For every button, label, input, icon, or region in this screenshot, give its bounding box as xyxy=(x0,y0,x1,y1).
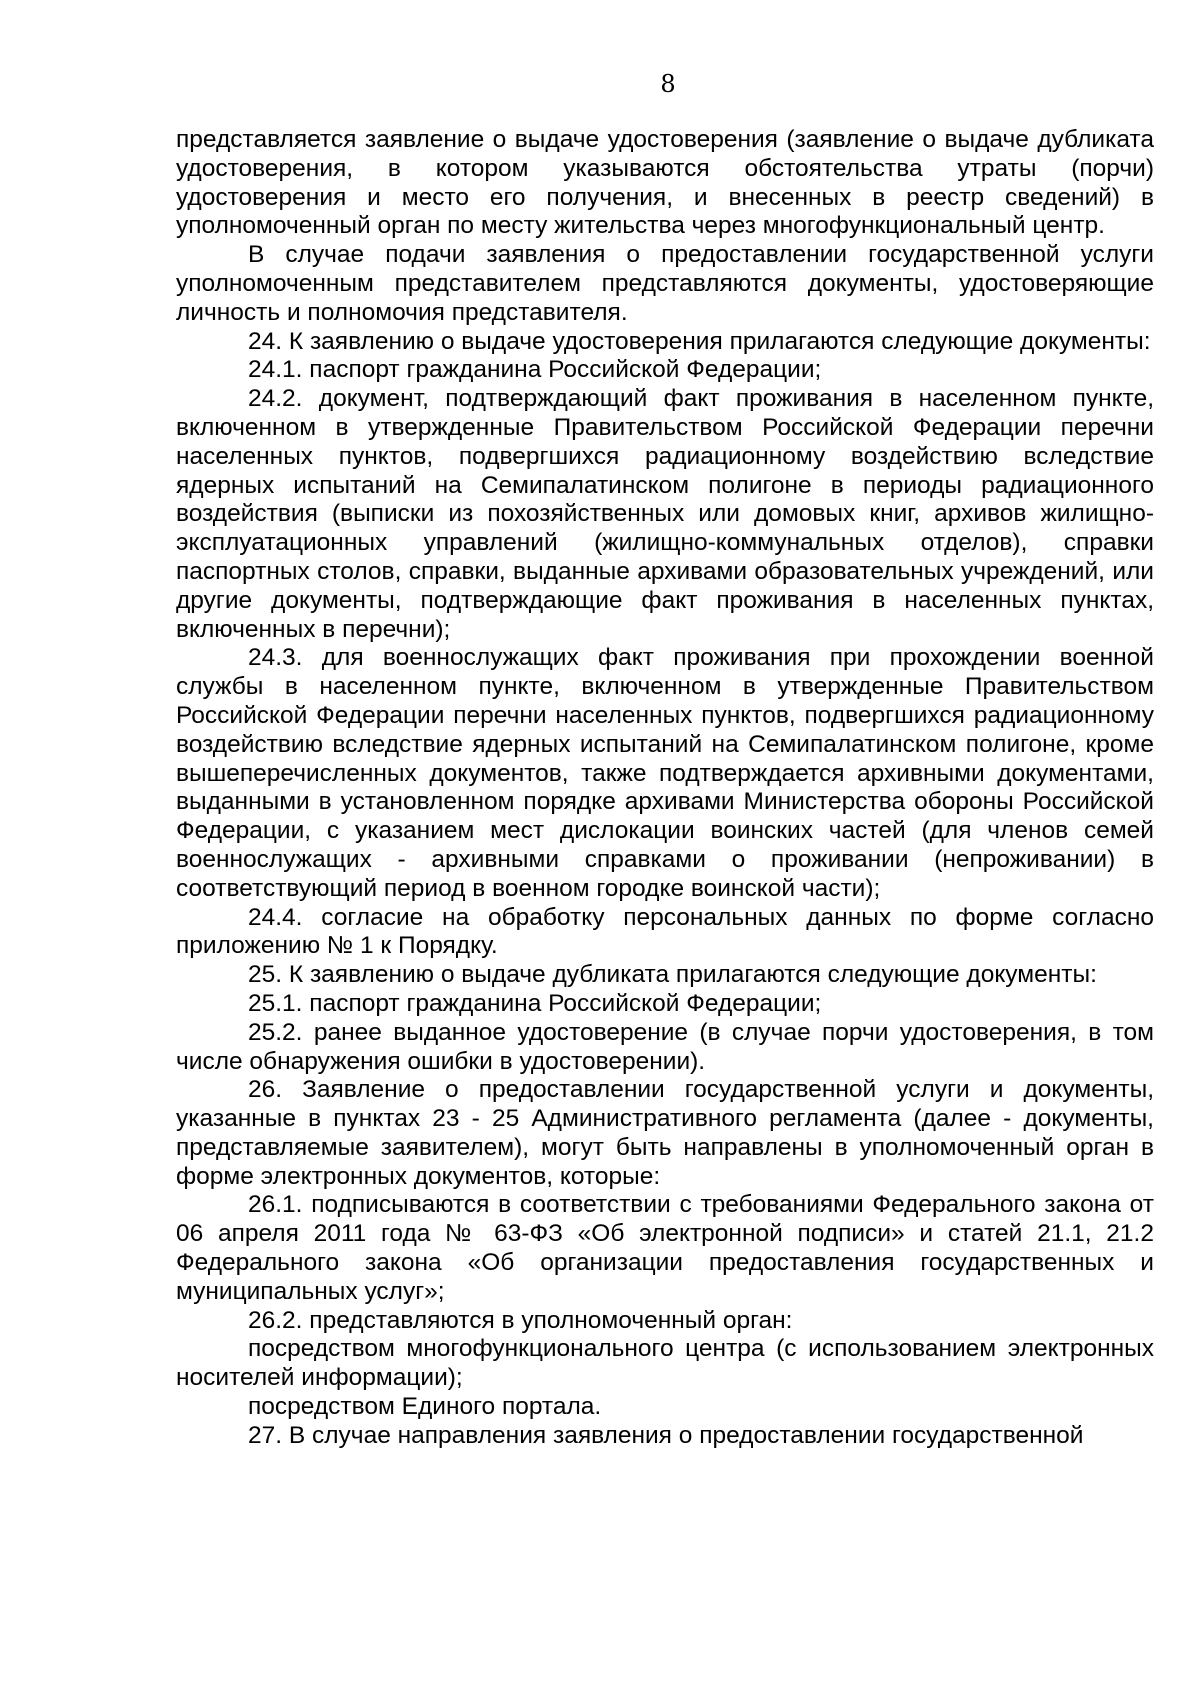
paragraph-representative: В случае подачи заявления о предоставлении государственной услуги уполномоченным представителем представляются документы, удостоверяющие личность и полномочия представителя. xyxy=(176,241,1154,326)
paragraph-25-1: 25.1. паспорт гражданина Российской Федерации; xyxy=(248,989,822,1017)
paragraph-27: 27. В случае направления заявления о предоставлении государственной xyxy=(248,1421,1084,1449)
paragraph-24-4: 24.4. согласие на обработку персональных данных по форме согласно приложению № 1 к Порядку. xyxy=(176,903,1154,960)
paragraph-24-1: 24.1. паспорт гражданина Российской Федерации; xyxy=(248,356,822,384)
paragraph-24-2: 24.2. документ, подтверждающий факт проживания в населенном пункте, включенном в утвержденные Правительством Российской Федерации перечни населенных пунктов, подвергшихся радиационному воздействию вследствие ядерных испытаний на Семипалатинском полигоне в периоды радиационного воздействия (выписки из похозяйственных или домовых книг, архивов жилищно-эксплуатационных управлений (жилищно-коммунальных отделов), справки паспортных столов, справки, выданные архивами образовательных учреждений, или другие документы, подтверждающие факт проживания в населенных пунктах, включенных в перечни); xyxy=(176,385,1154,643)
paragraph-25: 25. К заявлению о выдаче дубликата прилагаются следующие документы: xyxy=(248,961,1097,989)
paragraph-25-2: 25.2. ранее выданное удостоверение (в случае порчи удостоверения, в том числе обнаружения ошибки в удостоверении). xyxy=(176,1018,1154,1075)
paragraph-26-1: 26.1. подписываются в соответствии с требованиями Федерального закона от 06 апреля 2011 года № 63-ФЗ «Об электронной подписи» и статей 21.1, 21.2 Федерального закона «Об организации предоставления государственных и муниципальных услуг»; xyxy=(176,1191,1154,1305)
document-body xyxy=(176,126,1154,1451)
page-number: 8 xyxy=(660,70,676,98)
paragraph-24-3: 24.3. для военнослужащих факт проживания при прохождении военной службы в населенном пункте, включенном в утвержденные Правительством Российской Федерации перечни населенных пунктов, подвергшихся радиационному воздействию вследствие ядерных испытаний на Семипалатинском полигоне, кроме вышеперечисленных документов, также подтверждается архивными документами, выданными в установленном порядке архивами Министерства обороны Российской Федерации, с указанием мест дислокации воинских частей (для членов семей военнослужащих - архивными справками о проживании (непроживании) в соответствующий период в военном городке воинской части); xyxy=(176,644,1154,902)
paragraph-portal: посредством Единого портала. xyxy=(248,1393,602,1421)
paragraph-24: 24. К заявлению о выдаче удостоверения прилагаются следующие документы: xyxy=(248,327,1151,355)
paragraph-26: 26. Заявление о предоставлении государственной услуги и документы, указанные в пунктах 23 - 25 Административного регламента (далее - документы, представляемые заявителем), могут быть направлены в уполномоченный орган в форме электронных документов, которые: xyxy=(176,1076,1154,1190)
paragraph-mfc: посредством многофункционального центра (с использованием электронных носителей информации); xyxy=(176,1335,1154,1392)
paragraph-26-2: 26.2. представляются в уполномоченный орган: xyxy=(248,1306,793,1334)
paragraph-continuation: представляется заявление о выдаче удостоверения (заявление о выдаче дубликата удостоверения, в котором указываются обстоятельства утраты (порчи) удостоверения и место его получения, и внесенных в реестр сведений) в уполномоченный орган по месту жительства через многофункциональный центр. xyxy=(176,126,1154,240)
